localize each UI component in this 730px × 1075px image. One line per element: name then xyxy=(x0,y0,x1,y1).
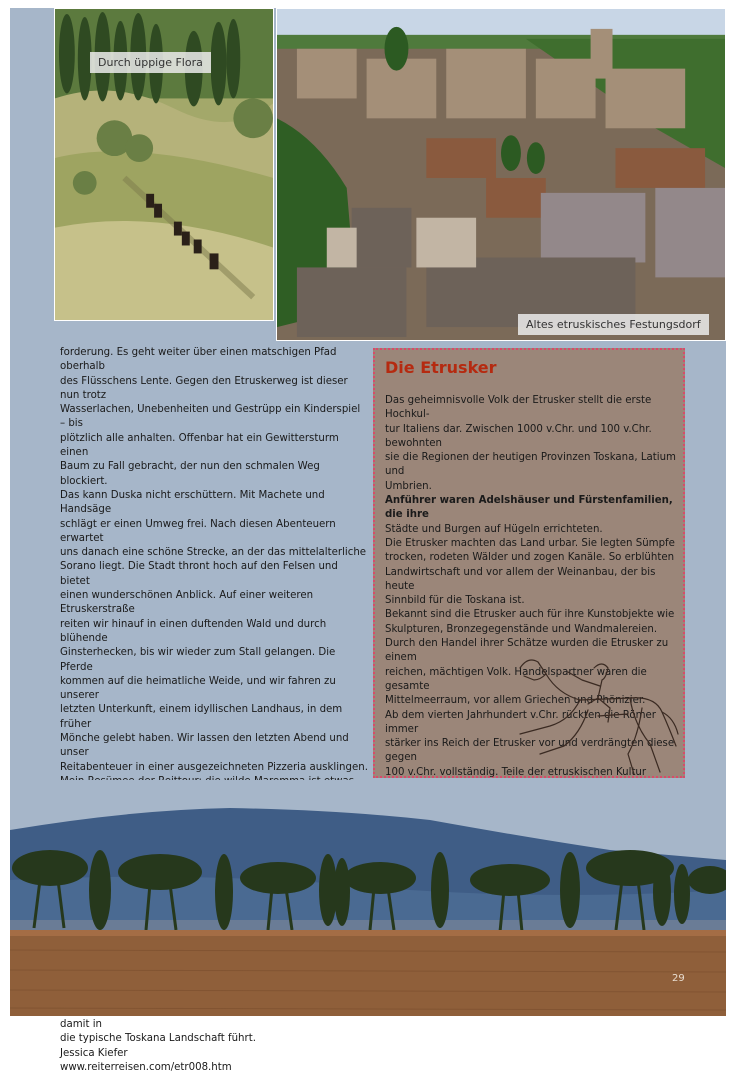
article-line: Ginsterhecken, bis wir wieder zum Stall gelangen. Die Pferde xyxy=(60,647,336,673)
article-line: Mönche gelebt haben. Wir lassen den letzten Abend und unser xyxy=(60,733,349,759)
box-line: Städte und Burgen auf Hügeln errichteten. xyxy=(385,523,603,535)
box-line: 100 v.Chr. vollständig. Teile der etruskischen Kultur xyxy=(385,766,647,778)
box-line: Die Etrusker machten das Land urbar. Sie legten Sümpfe xyxy=(385,537,675,549)
box-line: Mittelmeerraum, vor allem Griechen und Phönizier. xyxy=(385,695,646,707)
box-line: tur Italiens dar. Zwischen 1000 v.Chr. und 100 v.Chr. bewohnten xyxy=(385,423,652,449)
box-line: sie die Regionen der heutigen Provinzen Toskana, Latium und xyxy=(385,452,676,478)
box-line: Durch den Handel ihrer Schätze wurden die Etrusker zu einem xyxy=(385,638,669,664)
box-line: Sinnbild für die Toskana ist. xyxy=(385,595,525,607)
article-line: Wasserlachen, Unebenheiten und Gestrüpp ein Kinderspiel – bis xyxy=(60,404,361,430)
article-line: einen wunderschönen Anblick. Auf einer weiteren Etruskerstraße xyxy=(60,590,314,616)
tuscan-landscape-photo xyxy=(10,780,726,1016)
page-number: 29 xyxy=(672,973,685,984)
article-line: Sorano liegt. Die Stadt thront hoch auf den Felsen und bietet xyxy=(60,561,338,587)
box-line: Bekannt sind die Etrusker auch für ihre Kunstobjekte wie xyxy=(385,609,675,621)
source-link[interactable]: www.reiterreisen.com/etr008.htm xyxy=(60,1061,232,1073)
article-line: forderung. Es geht weiter über einen matschigen Pfad oberhalb xyxy=(60,347,337,373)
article-line: reiten wir hinauf in einen duftenden Wald und durch blühende xyxy=(60,618,327,644)
article-line: damit in xyxy=(60,1018,102,1030)
box-title: Die Etrusker xyxy=(385,358,497,377)
box-line: reichen, mächtigen Volk. Handelspartner waren die gesamte xyxy=(385,666,647,692)
article-line: die typische Toskana Landschaft führt. xyxy=(60,1033,256,1045)
etruscan-rider-drawing xyxy=(510,650,680,778)
box-line: Umbrien. xyxy=(385,480,432,492)
riders-caption: Durch üppige Flora xyxy=(90,52,211,73)
article-line: letzten Unterkunft, einem idyllischen Landhaus, in dem früher xyxy=(60,704,343,730)
box-line: Landwirtschaft und vor allem der Weinanbau, der bis heute xyxy=(385,566,656,592)
article-line: Reitabenteuer in einer ausgezeichneten Pizzeria ausklingen. xyxy=(60,761,368,773)
author-name: Jessica Kiefer xyxy=(60,1047,128,1059)
article-line: schlägt er einen Umweg frei. Nach diesen Abenteuern erwartet xyxy=(60,518,336,544)
box-line: Skulpturen, Bronzegegenstände und Wandmalereien. xyxy=(385,623,658,635)
article-line: Das kann Duska nicht erschüttern. Mit Machete und Handsäge xyxy=(60,489,325,516)
box-line: Ab dem vierten Jahrhundert v.Chr. rückten die Römer immer xyxy=(385,709,656,735)
article-line: kommen auf die heimatliche Weide, und wir fahren zu unserer xyxy=(60,675,336,702)
box-line-bold: Anführer waren Adelshäuser und Fürstenfamilien, die ihre xyxy=(385,495,673,521)
article-line: plötzlich alle anhalten. Offenbar hat ein Gewittersturm einen xyxy=(60,432,339,459)
box-line: Das geheimnisvolle Volk der Etrusker stellt die erste Hochkul- xyxy=(385,395,652,421)
box-line: stärker ins Reich der Etrusker vor und verdrängten diese gegen xyxy=(385,738,675,764)
box-line: trocken, rodeten Wälder und zogen Kanäle. So erblühten xyxy=(385,552,675,564)
village-caption: Altes etruskisches Festungsdorf xyxy=(518,314,709,335)
article-line: uns danach eine schöne Strecke, an der das mittelalterliche xyxy=(60,547,367,559)
article-line: Baum zu Fall gebracht, der nun den schmalen Weg blockiert. xyxy=(60,461,320,487)
village-photo xyxy=(276,8,726,341)
article-line: des Flüsschens Lente. Gegen den Etruskerweg ist dieser nun trotz xyxy=(60,375,348,401)
etrusker-info-box xyxy=(373,348,685,778)
